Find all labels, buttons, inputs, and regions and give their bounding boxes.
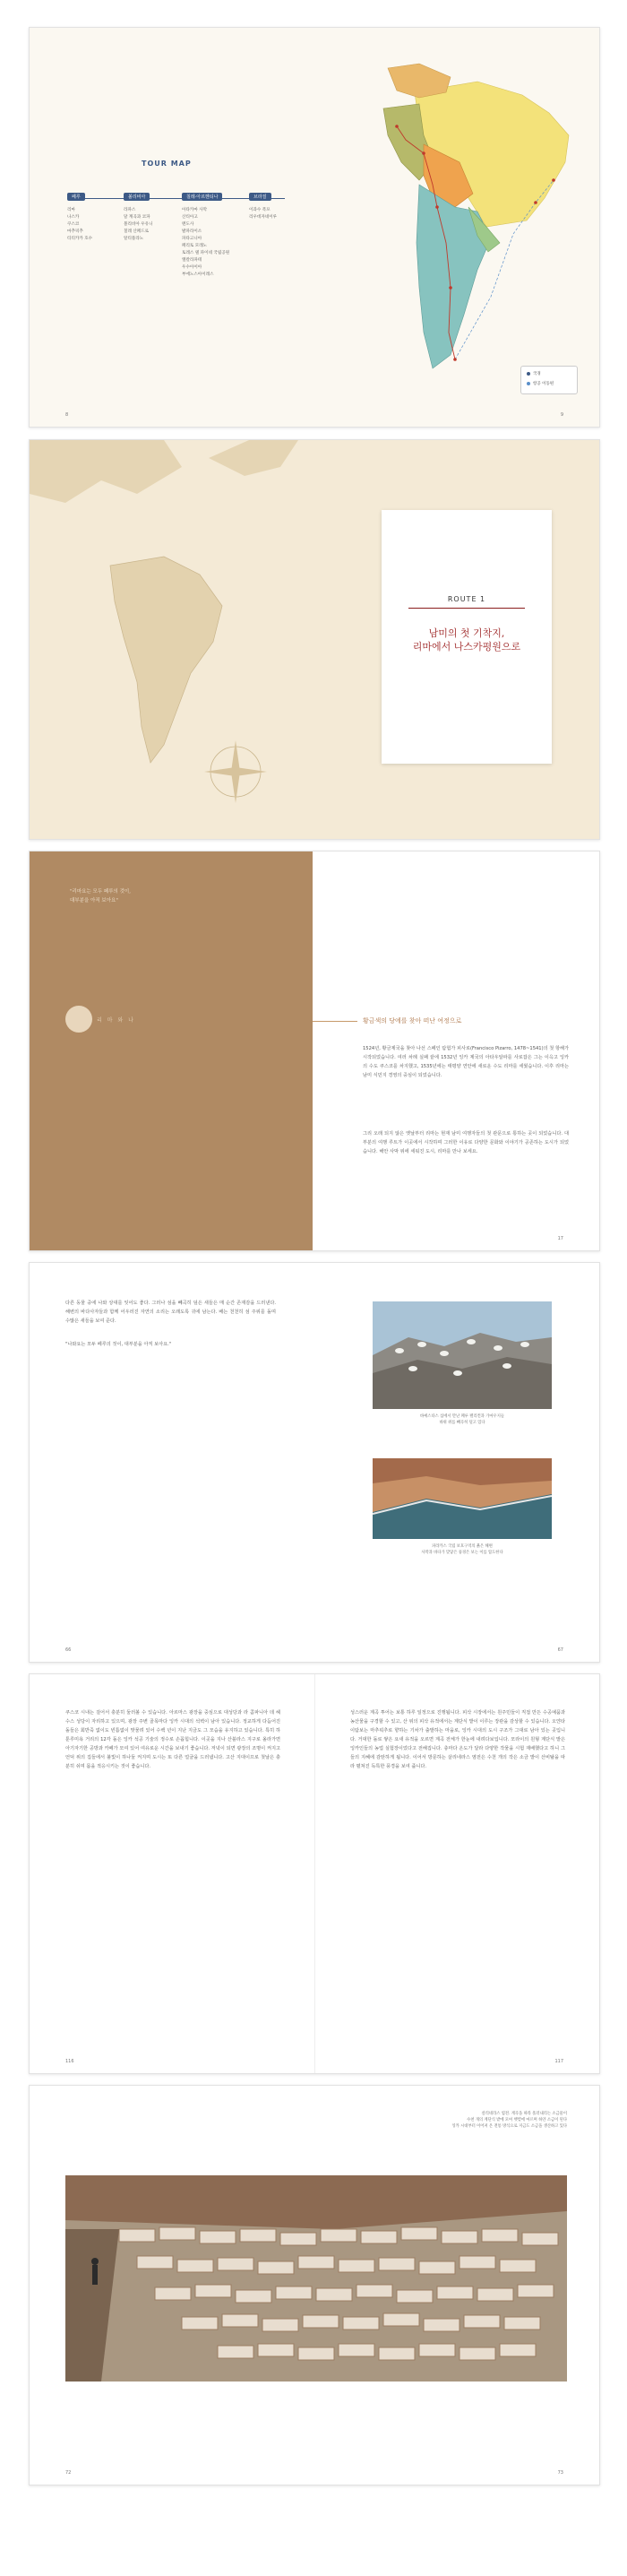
route-list-bolivia: 라파스 달 계곡과 코파 볼리비아 우유니 칠레 산페드로 알티플라노 xyxy=(124,208,153,241)
chapter-side-label: 리 마 와 나 xyxy=(97,1017,135,1024)
gutter xyxy=(314,1674,315,2073)
page-number-right: 9 xyxy=(560,412,563,418)
chapter-subtitle: 황금색의 당에를 찾아 떠난 여정으로 xyxy=(363,1017,462,1024)
chapter-color-panel xyxy=(30,851,313,1250)
globe-icon xyxy=(65,1006,92,1033)
page-number-left: 116 xyxy=(65,2059,74,2064)
salt-terrace-spread xyxy=(29,2085,600,2485)
page-number-right: 73 xyxy=(557,2470,563,2476)
route-tag-bolivia: 볼리비아 xyxy=(124,193,150,201)
route-label: ROUTE 1 xyxy=(447,595,486,603)
chapter-spread xyxy=(29,851,600,1251)
page-number-right: 17 xyxy=(557,1236,563,1241)
salt-terraces-photo xyxy=(65,2175,567,2382)
route-list-peru: 리마 나스카 쿠스코 마추픽추 티티카카 호수 xyxy=(67,208,93,241)
route-list-brazil: 이과수 폭포 리우데자네이루 xyxy=(249,208,278,220)
salt-caption: 살리네라스 염전. 계곡을 따라 흘러내리는 소금물이 수천 개의 계단식 밭에 모여 햇볕에 마르며 하얀 소금이 된다 잉카 시대부터 이어져 온 전통 방식으로 지금도 소금을 생산하고 있다 xyxy=(451,2112,567,2129)
map-legend: 국경 항공 이동편 xyxy=(520,366,578,394)
page-number-left: 72 xyxy=(65,2470,72,2476)
route-title-spread xyxy=(29,439,600,840)
photo-page-quote: "나와요는 모두 페루의 것이, 대부분을 아직 보아요." xyxy=(65,1342,172,1347)
page-number-left: 66 xyxy=(65,1647,72,1653)
left-body-text: 쿠스코 시내는 걸어서 충분히 둘러볼 수 있습니다. 아르마스 광장을 중심으로 대성당과 라 콤파니아 데 헤수스 성당이 자리하고 있으며, 광장 주변 골목마다 잉카 시대의 석벽이 남아 있습니다. 정교하게 다듬어진 돌들은 회반죽 없이도 빈틈없이 맞물려 있어 수백 년이 지난 지금도 그 모습을 유지하고 있습니다. 특히 하툰루미욕 거리의 12각 돌은 잉카 석공 기술의 정수로 손꼽힙니다. 이곳을 지나 산블라스 지구로 올라가면 아기자기한 공방과 카페가 모여 있어 여유로운 시간을 보내기 좋습니다. 저녁이 되면 광장의 조명이 켜지고 언덕 위의 집들에서 불빛이 하나둘 켜지며 도시는 또 다른 얼굴을 드러냅니다. 고산 지대이므로 첫날은 충분히 쉬며 몸을 적응시키는 것이 좋습니다. xyxy=(65,1710,280,1769)
route-list-chile-argentina: 아타카마 사막 산티아고 멘도사 발파라이소 파타고니아 페리토 모레노 토레스 델 파이네 국립공원 엘칼라파테 우수아이아 부에노스아이레스 xyxy=(182,208,230,277)
page-number-right: 117 xyxy=(554,2059,563,2064)
route-tag-brazil: 브라질 xyxy=(249,193,271,201)
route-divider xyxy=(408,608,525,609)
route-title-line1: 남미의 첫 기착지, xyxy=(428,627,505,639)
subtitle-rule xyxy=(313,1021,357,1022)
photo-caption-2: 파라카스 국립 보호구역의 붉은 해변 사막과 바다가 맞닿은 풍경은 보는 이를 압도한다 xyxy=(421,1544,503,1555)
route-tag-chile-argentina: 칠레·아르헨티나 xyxy=(182,193,222,201)
text-spread xyxy=(29,1673,600,2074)
paracas-beach-photo xyxy=(373,1458,552,1539)
tour-map-spread xyxy=(29,27,600,428)
chapter-quote: "리마요는 모두 페루의 것이, 대부분을 아직 보아요" xyxy=(70,889,131,903)
photo-caption-1: 바예스타스 섬에서 만난 페루 펠리컨과 가마우지들 바위 위를 빼곡히 덮고 있다 xyxy=(420,1414,504,1425)
right-body-text: 성스러운 계곡 투어는 보통 하루 일정으로 진행됩니다. 피삭 시장에서는 원주민들이 직접 만든 수공예품과 농산물을 구경할 수 있고, 산 위의 피삭 유적에서는 계단식 밭이 이루는 장관을 감상할 수 있습니다. 오얀타이탐보는 마추픽추로 향하는 기차가 출발하는 마을로, 잉카 시대의 도시 구조가 그대로 남아 있는 곳입니다. 거대한 돌로 쌓은 요새 유적을 오르면 계곡 전체가 한눈에 내려다보입니다. 모라이의 원형 계단식 밭은 잉카인들의 농업 실험장이었다고 전해집니다. 층마다 온도가 달라 다양한 작물을 시험 재배했다고 하니 그들의 지혜에 감탄하게 됩니다. 이어서 방문하는 살리네라스 염전은 수천 개의 작은 소금 밭이 산비탈을 따라 펼쳐진 독특한 풍경을 보여 줍니다. xyxy=(350,1710,565,1769)
page-number-right: 67 xyxy=(557,1647,563,1653)
route-title-card xyxy=(382,510,552,764)
page-number-left: 8 xyxy=(65,412,69,418)
photo-spread xyxy=(29,1262,600,1663)
chapter-paragraph-2: 그리 오래 되지 않은 옛날부터 리마는 현재 남미 여행자들의 첫 관문으로 통하는 곳이 되었습니다. 대부분의 여행 루트가 이곳에서 시작하며 그러한 이유로 다양한 문화와 이야기가 공존하는 도시가 되었습니다. 해안 사막 위에 세워진 도시, 리마를 만나 보세요. xyxy=(363,1131,569,1154)
chapter-paragraph-1: 1524년, 황금제국을 찾아 나선 스페인 탐험가 피사로(Francisco Pizarro, 1478~1541)의 첫 항해가 시작되었습니다. 여러 차례 실패 끝에 1532년 잉카 제국의 아타우알파를 사로잡은 그는 이윽고 잉카의 수도 쿠스코를 차지했고, 1535년에는 태평양 연안에 새로운 수도 리마를 세웠습니다. 이후 리마는 남미 식민지 경영의 중심이 되었습니다. xyxy=(363,1046,569,1078)
pelican-island-photo xyxy=(373,1301,552,1409)
photo-page-paragraph: 다른 동물 중에 나와 상대를 잊어도 좋다. 그러나 섬을 빼곡히 덮은 새들은 매 순간 존재감을 드러낸다. 해변의 바다사자들과 함께 어우러진 자연의 소리는 오래도록 귀에 남는다. 배는 천천히 섬 주위를 돌며 수많은 새들을 보여 준다. xyxy=(65,1301,276,1324)
route-tag-peru: 페루 xyxy=(67,193,85,201)
tour-map-title: TOUR MAP xyxy=(142,160,192,168)
route-title-line2: 리마에서 나스카평원으로 xyxy=(412,641,521,653)
